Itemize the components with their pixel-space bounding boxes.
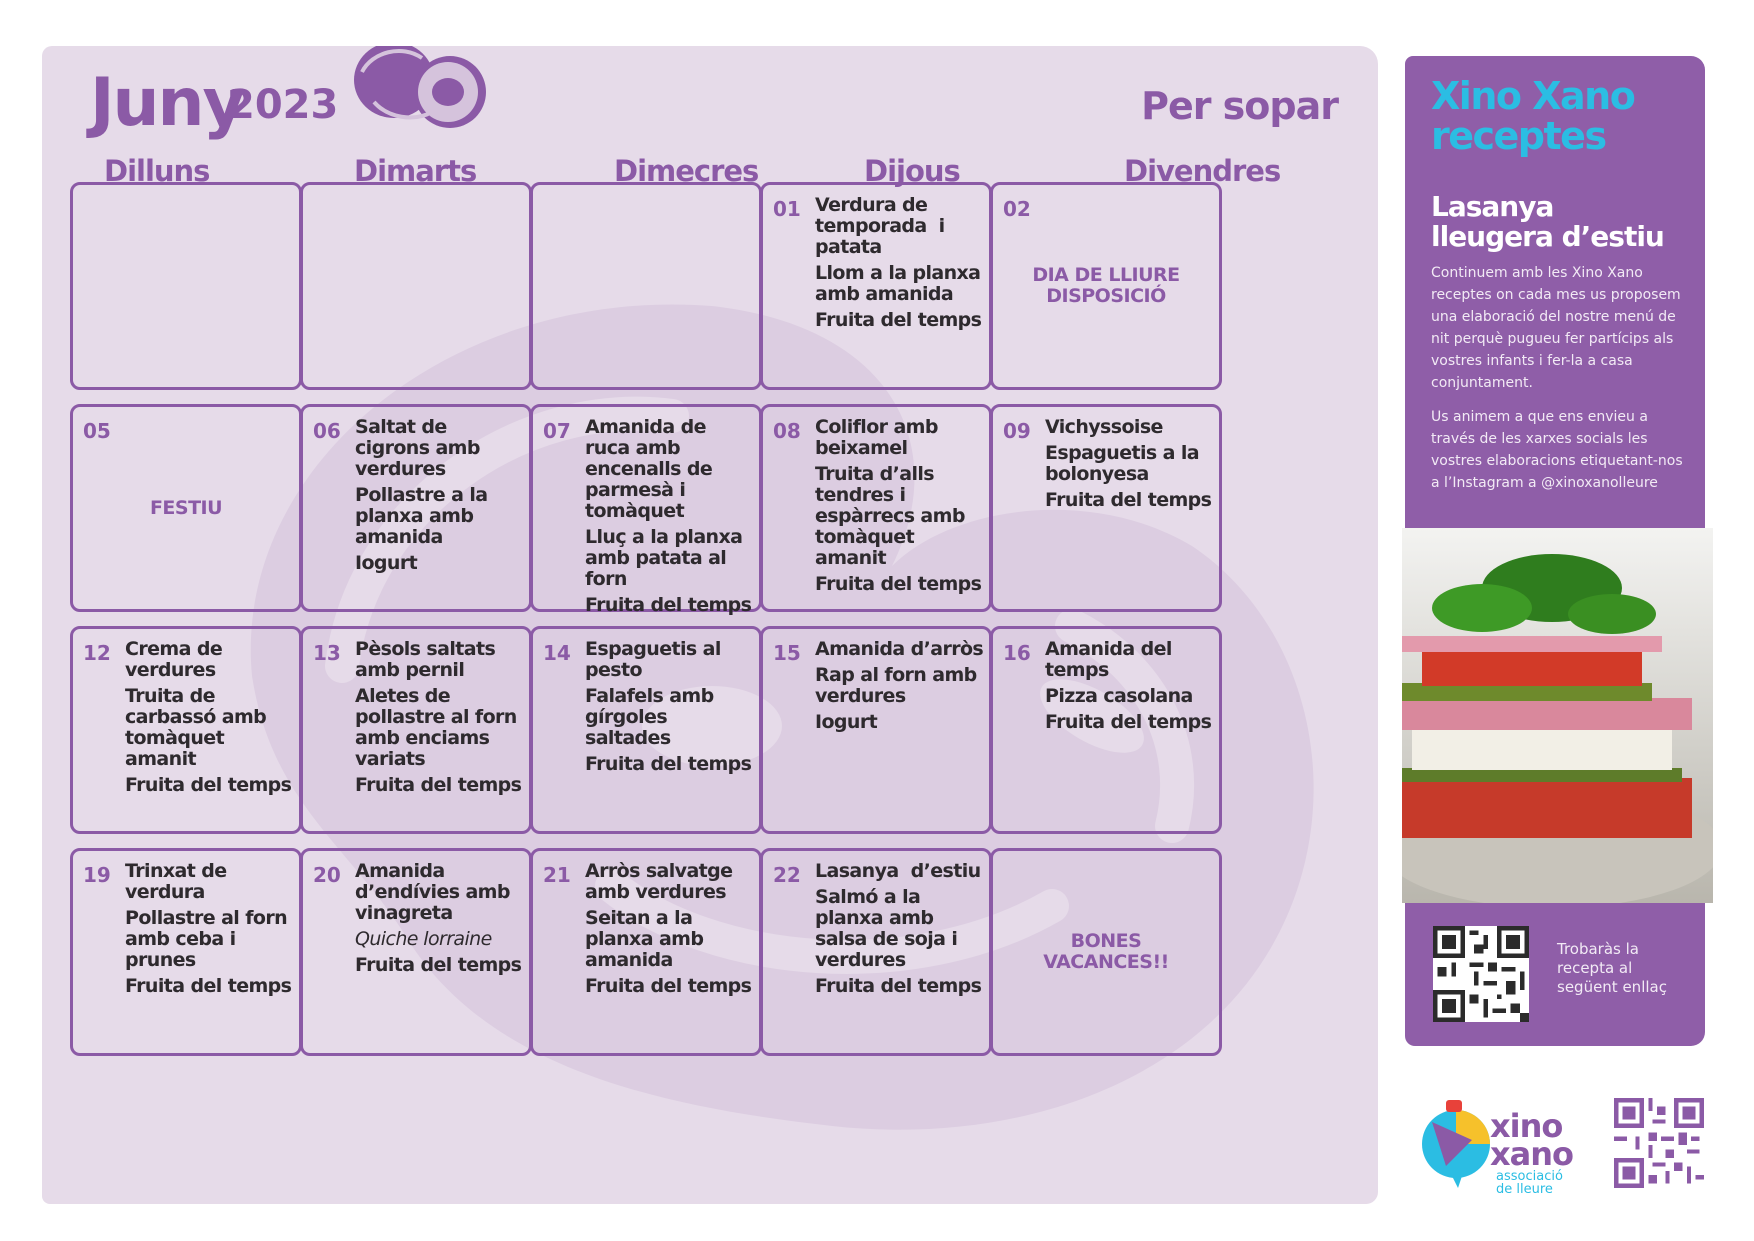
day-number: 09 [1003,419,1031,443]
special-day-label: FESTIU [149,496,223,519]
calendar-day-cell [990,182,1222,390]
menu-list [125,639,295,801]
menu-item: Amanida d’endívies amb vinagreta [355,860,510,924]
sidebar-paragraph-instagram: Us animem a que ens envieu a través de les xarxes socials les vostres elaboracions etiquetant-nos a l’Instagram a @xinoxanolleure [1431,409,1683,491]
menu-item: Pollastre a la planxa amb amanida [355,484,488,548]
sidebar-title-line2: receptes [1431,114,1606,158]
calendar-day-cell [990,626,1222,834]
menu-item: Aletes de pollastre al forn amb enciams variats [355,685,517,770]
day-header-thursday: Dijous [864,154,960,188]
menu-item: Saltat de cigrons amb verdures [355,416,480,480]
menu-list [815,861,985,1002]
day-number: 15 [773,641,801,665]
menu-item: Fruita del temps [585,594,752,616]
menu-item: Salmó a la planxa amb salsa de soja i verdures [815,886,958,971]
calendar-day-cell [760,848,992,1056]
logo-line1: xino [1490,1107,1563,1145]
day-header-wednesday: Dimecres [614,154,759,188]
day-number: 02 [1003,197,1031,221]
menu-item: Espaguetis al pesto [585,638,721,681]
menu-list [815,639,985,738]
day-number: 08 [773,419,801,443]
menu-list [355,417,525,579]
lasagna-photo [1402,528,1713,903]
recipe-sidebar [1405,56,1705,1046]
calendar-day-cell [70,182,302,390]
calendar-day-cell [530,626,762,834]
menu-item: Pollastre al forn amb ceba i prunes [125,907,288,971]
menu-item: Truita de carbassó amb tomàquet amanit [125,685,267,770]
page-title-month: Juny [90,64,244,141]
calendar-day-cell [530,182,762,390]
day-header-tuesday: Dimarts [354,154,477,188]
day-number: 19 [83,863,111,887]
logo-line2: xano [1490,1135,1573,1173]
day-number: 13 [313,641,341,665]
calendar-day-cell [300,626,532,834]
calendar-day-cell [760,404,992,612]
menu-item: Pizza casolana [1045,685,1193,707]
menu-item: Arròs salvatge amb verdures [585,860,733,903]
menu-list [355,861,525,981]
menu-item: Vichyssoise [1045,416,1163,438]
calendar-panel [42,46,1378,1204]
logo-wordmark [1490,1107,1573,1173]
menu-item: Fruita del temps [815,975,982,997]
day-number: 01 [773,197,801,221]
sidebar-paragraph-intro: Continuem amb les Xino Xano receptes on cada mes us proposem una elaboració del nostre menú de nit perquè pugueu fer partícips als vostres infants i fer-la a casa conjuntament. [1431,265,1681,391]
calendar-day-cell [300,848,532,1056]
menu-list [815,417,985,600]
menu-item: Espaguetis a la bolonyesa [1045,442,1200,485]
day-number: 20 [313,863,341,887]
menu-item: Fruita del temps [355,774,522,796]
menu-item: Coliflor amb beixamel [815,416,938,459]
menu-list [585,639,755,780]
menu-item: Fruita del temps [1045,711,1212,733]
day-number: 14 [543,641,571,665]
logo-sub-line2: de lleure [1496,1182,1553,1197]
menu-item: Iogurt [815,711,878,733]
calendar-day-cell [530,848,762,1056]
menu-item: Fruita del temps [585,975,752,997]
menu-item: Verdura de temporada i patata [815,194,945,258]
page-subtitle: Per sopar [1141,84,1338,128]
sidebar-title [1431,76,1634,156]
recipe-title-line2: lleugera d’estiu [1431,220,1664,253]
menu-list [125,861,295,1002]
day-header-friday: Divendres [1124,154,1281,188]
menu-item: Truita d’alls tendres i espàrrecs amb tomàquet amanit [815,463,965,569]
logo-subtitle [1496,1170,1563,1196]
menu-item: Amanida del temps [1045,638,1172,681]
menu-item: Fruita del temps [585,753,752,775]
calendar-day-cell [300,182,532,390]
special-day-label: DIA DE LLIURE DISPOSICIÓ [1032,264,1180,307]
menu-item: Fruita del temps [125,975,292,997]
day-header-monday: Dilluns [104,154,210,188]
recipe-title [1431,192,1691,252]
qr-caption: Trobaràs la recepta al següent enllaç [1557,940,1667,996]
page-title-year: 2023 [227,82,339,128]
logo-sub-line1: associació [1496,1169,1563,1184]
menu-item: Amanida d’arròs [815,638,984,660]
calendar-day-cell [760,626,992,834]
menu-list [1045,417,1215,516]
menu-item: Quiche lorraine [355,928,492,950]
menu-item: Falafels amb gírgoles saltades [585,685,714,749]
menu-item: Fruita del temps [815,573,982,595]
mascot-icon [352,46,492,132]
sidebar-title-line1: Xino Xano [1431,74,1635,118]
day-number: 07 [543,419,571,443]
menu-item: Amanida de ruca amb encenalls de parmesà i tomàquet [585,416,713,522]
menu-item: Rap al forn amb verdures [815,664,977,707]
menu-item: Lasanya d’estiu [815,860,981,882]
menu-item: Seitan a la planxa amb amanida [585,907,704,971]
menu-item: Crema de verdures [125,638,223,681]
menu-item: Fruita del temps [1045,489,1212,511]
day-number: 05 [83,419,111,443]
day-number: 21 [543,863,571,887]
day-number: 16 [1003,641,1031,665]
special-day-label: BONES VACANCES!! [1043,930,1169,973]
day-number: 12 [83,641,111,665]
menu-item: Trinxat de verdura [125,860,227,903]
day-number: 22 [773,863,801,887]
calendar-day-cell [70,404,302,612]
menu-list [1045,639,1215,738]
menu-item: Llom a la planxa amb amanida [815,262,981,305]
menu-list [585,417,755,621]
calendar-day-cell [990,404,1222,612]
menu-item: Lluç a la planxa amb patata al forn [585,526,743,590]
menu-item: Fruita del temps [355,954,522,976]
calendar-day-cell [300,404,532,612]
calendar-day-cell [760,182,992,390]
qr-code-icon[interactable] [1433,926,1529,1022]
menu-item: Fruita del temps [815,309,982,331]
menu-list [815,195,985,336]
menu-item: Pèsols saltats amb pernil [355,638,496,681]
recipe-title-line1: Lasanya [1431,190,1554,223]
calendar-day-cell [70,626,302,834]
day-number: 06 [313,419,341,443]
calendar-day-cell [990,848,1222,1056]
menu-list [355,639,525,801]
qr-code-bottom-icon[interactable] [1614,1098,1704,1188]
calendar-day-cell [530,404,762,616]
calendar-day-cell [70,848,302,1056]
xino-xano-logo-icon [1412,1092,1502,1188]
menu-list [585,861,755,1002]
menu-item: Iogurt [355,552,418,574]
menu-item: Fruita del temps [125,774,292,796]
